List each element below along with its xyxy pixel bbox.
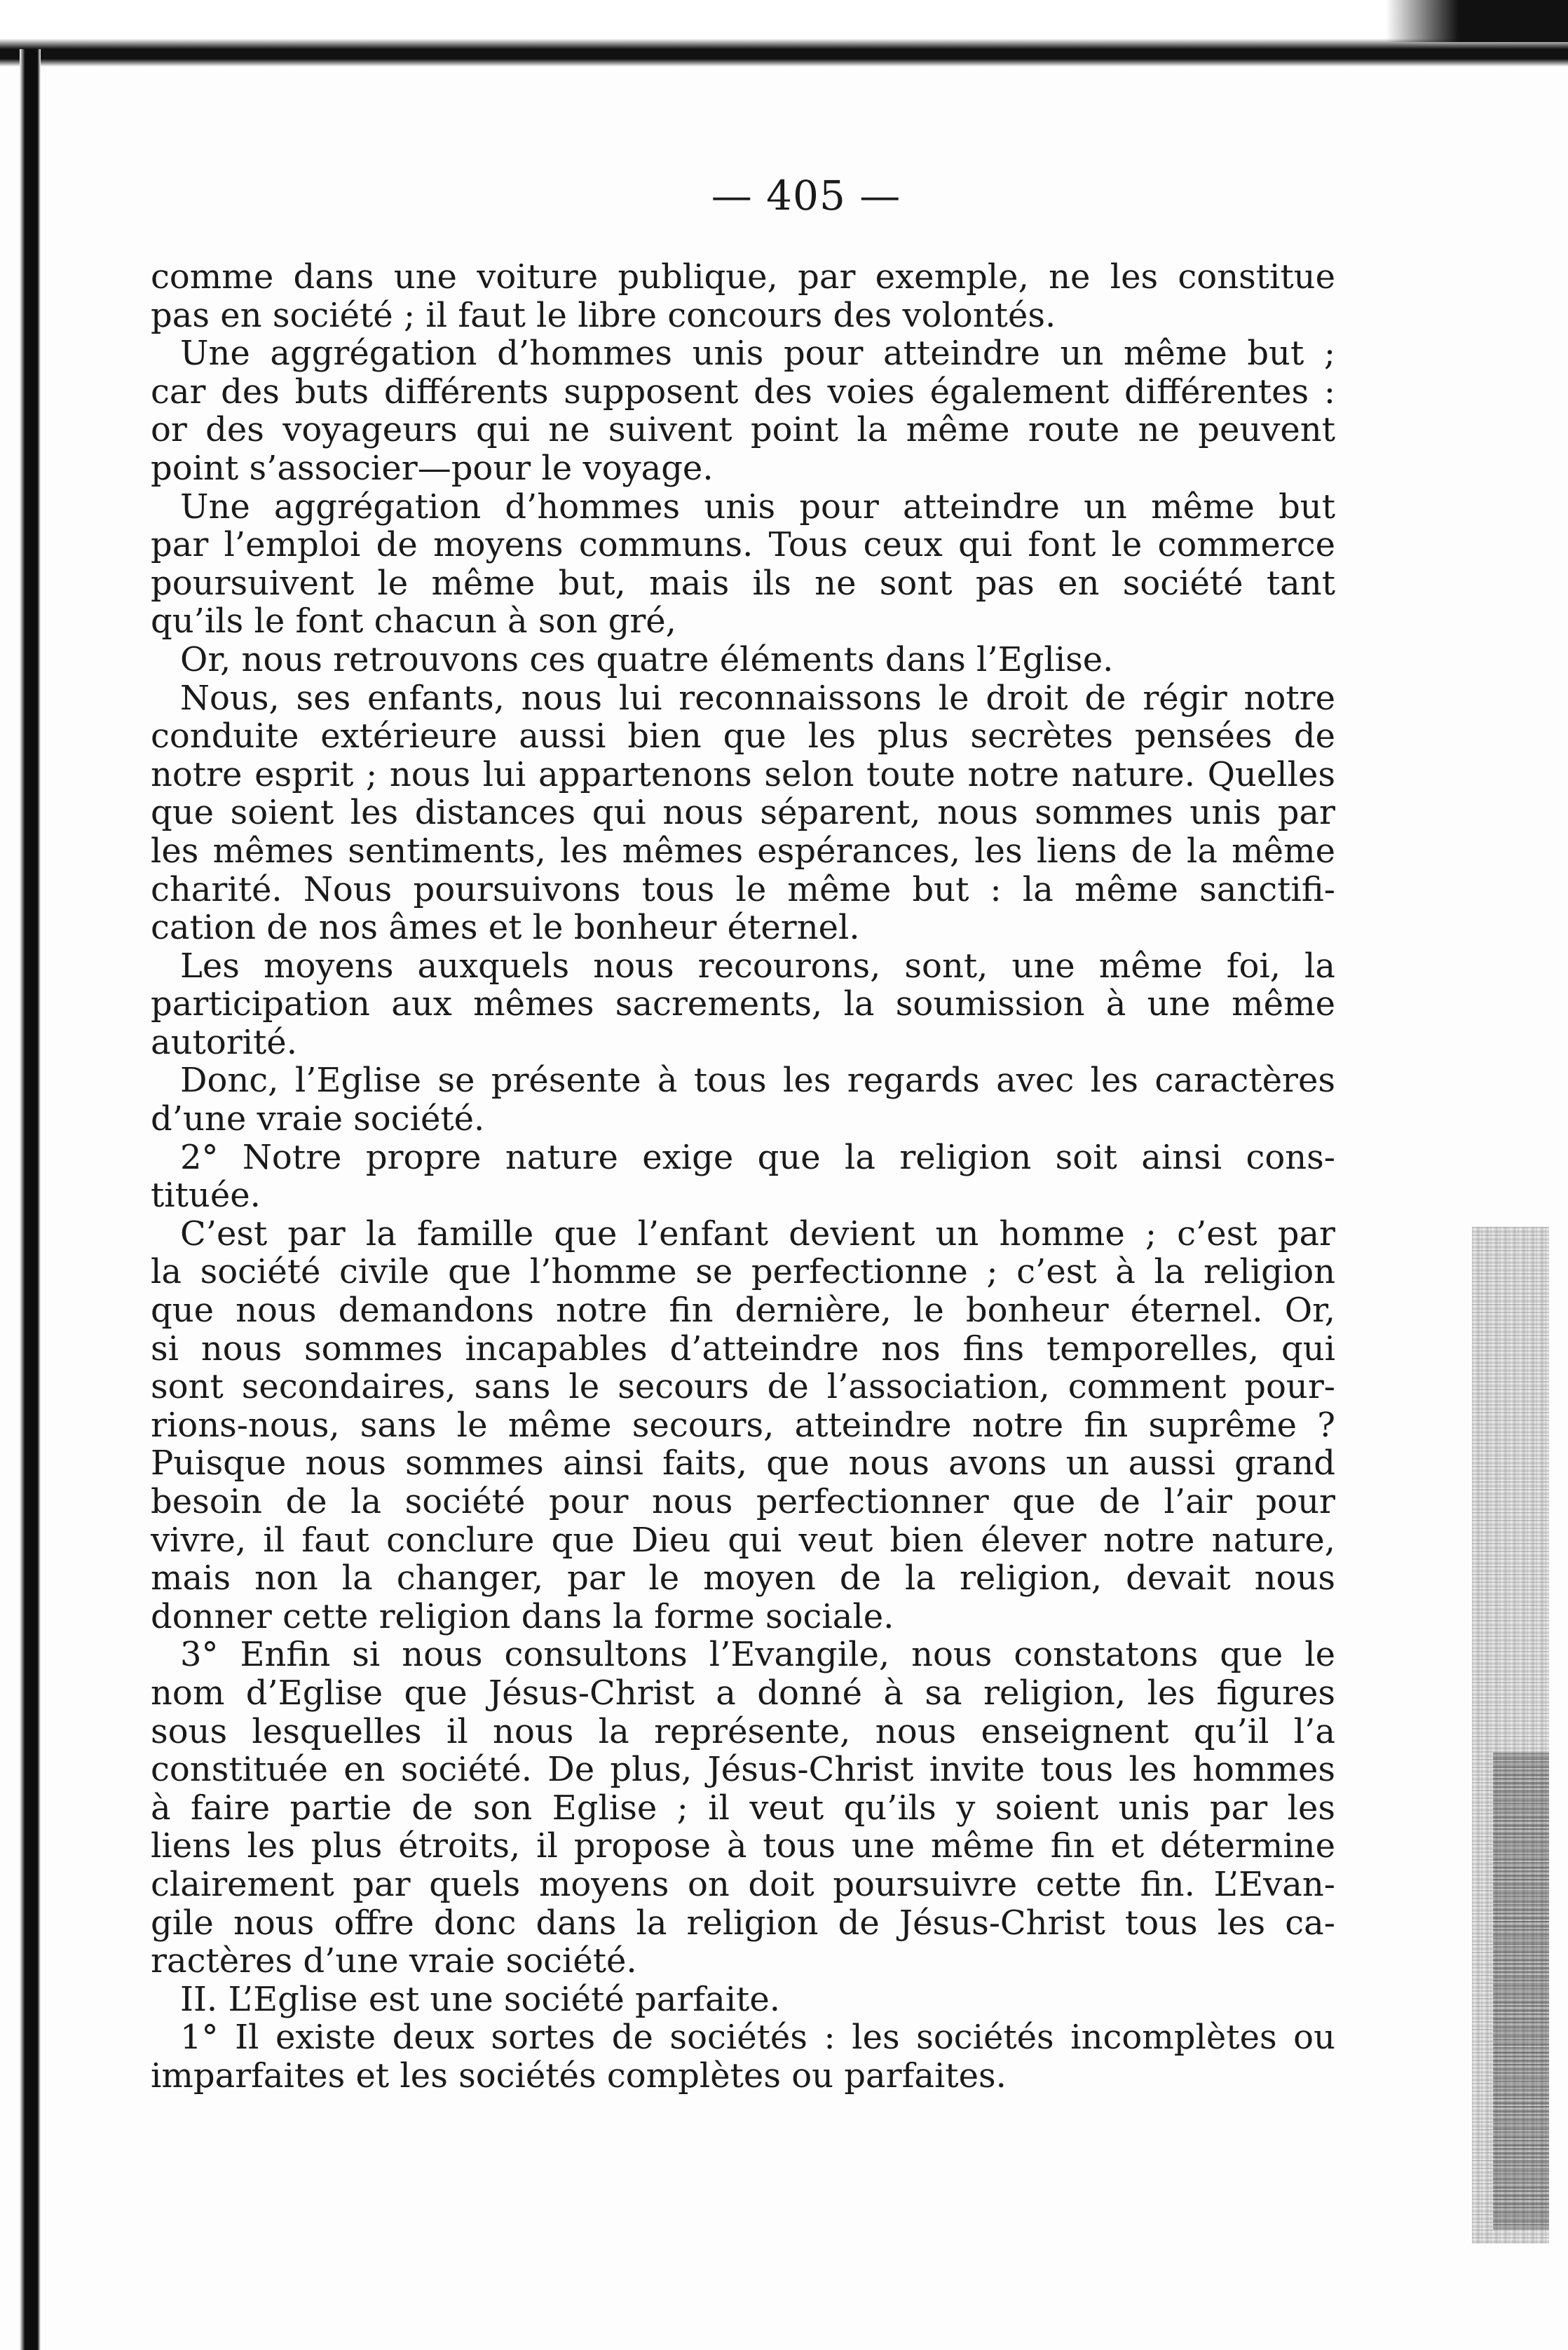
text-line: mais non la changer, par le moyen de la religion, devait nous (151, 1558, 1335, 1598)
text-line: constituée en société. De plus, Jésus-Christ invite tous les hommes (151, 1750, 1335, 1790)
text-line: tituée. (151, 1176, 261, 1216)
text-line: sont secondaires, sans le secours de l’association, comment pour- (151, 1367, 1335, 1407)
text-line: notre esprit ; nous lui appartenons selon toute notre nature. Quelles (151, 754, 1335, 794)
text-line: vivre, il faut conclure que Dieu qui veut bien élever notre nature, (151, 1520, 1335, 1560)
page-number: — 405 — (711, 172, 901, 219)
text-line: à faire partie de son Eglise ; il veut qu’ils y soient unis par les (151, 1788, 1335, 1828)
text-line: 2° Notre propre nature exige que la religion soit ainsi cons- (180, 1137, 1335, 1177)
text-line: clairement par quels moyens on doit poursuivre cette fin. L’Evan- (151, 1864, 1335, 1904)
text-line: sous lesquelles il nous la représente, nous enseignent qu’il l’a (151, 1711, 1335, 1751)
text-line: pas en société ; il faut le libre concours des volontés. (151, 295, 1056, 335)
text-line: participation aux mêmes sacrements, la soumission à une même (151, 984, 1335, 1024)
text-line: Une aggrégation d’hommes unis pour atteindre un même but ; (180, 334, 1335, 374)
text-line: 1° Il existe deux sortes de sociétés : les sociétés incomplètes ou (180, 2018, 1335, 2058)
body-text (151, 258, 1335, 2096)
text-line: car des buts différents supposent des voies également différentes : (151, 372, 1335, 412)
text-line: nom d’Eglise que Jésus-Christ a donné à sa religion, les figures (151, 1673, 1335, 1713)
text-line: que soient les distances qui nous séparent, nous sommes unis par (151, 793, 1335, 833)
text-line: donner cette religion dans la forme sociale. (151, 1596, 894, 1636)
text-line: gile nous offre donc dans la religion de Jésus-Christ tous les ca- (151, 1903, 1335, 1943)
text-line: cation de nos âmes et le bonheur éternel. (151, 908, 860, 948)
text-line: imparfaites et les sociétés complètes ou parfaites. (151, 2056, 1007, 2096)
text-line: charité. Nous poursuivons tous le même but : la même sanctifi- (151, 869, 1335, 909)
scan-left-edge (20, 49, 41, 2350)
text-line: d’une vraie société. (151, 1099, 485, 1139)
text-line: Une aggrégation d’hommes unis pour atteindre un même but (180, 487, 1335, 527)
text-line: point s’associer—pour le voyage. (151, 448, 714, 488)
text-line: 3° Enfin si nous consultons l’Evangile, nous constatons que le (180, 1635, 1335, 1675)
text-line: C’est par la famille que l’enfant devient un homme ; c’est par (180, 1214, 1335, 1254)
text-line: poursuivent le même but, mais ils ne sont pas en société tant (151, 563, 1335, 603)
text-line: autorité. (151, 1022, 297, 1062)
text-line: comme dans une voiture publique, par exemple, ne les constitue (151, 257, 1335, 297)
text-line: conduite extérieure aussi bien que les plus secrètes pensées de (151, 716, 1335, 756)
text-line: besoin de la société pour nous perfectionner que de l’air pour (151, 1482, 1335, 1521)
text-line: les mêmes sentiments, les mêmes espérances, les liens de la même (151, 831, 1335, 871)
text-line: Donc, l’Eglise se présente à tous les regards avec les caractères (180, 1061, 1335, 1101)
scan-top-right-shadow (1386, 0, 1568, 42)
text-line: si nous sommes incapables d’atteindre nos fins temporelles, qui (151, 1329, 1335, 1368)
text-line: Or, nous retrouvons ces quatre éléments dans l’Eglise. (180, 639, 1114, 679)
text-line: ractères d’une vraie société. (151, 1941, 637, 1981)
text-line: la société civile que l’homme se perfectionne ; c’est à la religion (151, 1252, 1335, 1292)
text-line: Puisque nous sommes ainsi faits, que nous avons un aussi grand (151, 1444, 1335, 1483)
text-line: Les moyens auxquels nous recourons, sont, une même foi, la (180, 946, 1335, 986)
scan-top-edge (0, 0, 1568, 67)
text-line: liens les plus étroits, il propose à tous une même fin et détermine (151, 1826, 1335, 1866)
scan-right-margin-noise-dense (1493, 1753, 1549, 2229)
text-line: II. L’Eglise est une société parfaite. (180, 1979, 781, 2019)
text-line: rions-nous, sans le même secours, atteindre notre fin suprême ? (151, 1405, 1335, 1445)
text-line: or des voyageurs qui ne suivent point la même route ne peuvent (151, 410, 1335, 450)
text-line: Nous, ses enfants, nous lui reconnaissons le droit de régir notre (180, 678, 1335, 718)
text-line: par l’emploi de moyens communs. Tous ceux qui font le commerce (151, 525, 1335, 565)
text-line: que nous demandons notre fin dernière, le bonheur éternel. Or, (151, 1291, 1335, 1331)
text-line: qu’ils le font chacun à son gré, (151, 602, 676, 641)
